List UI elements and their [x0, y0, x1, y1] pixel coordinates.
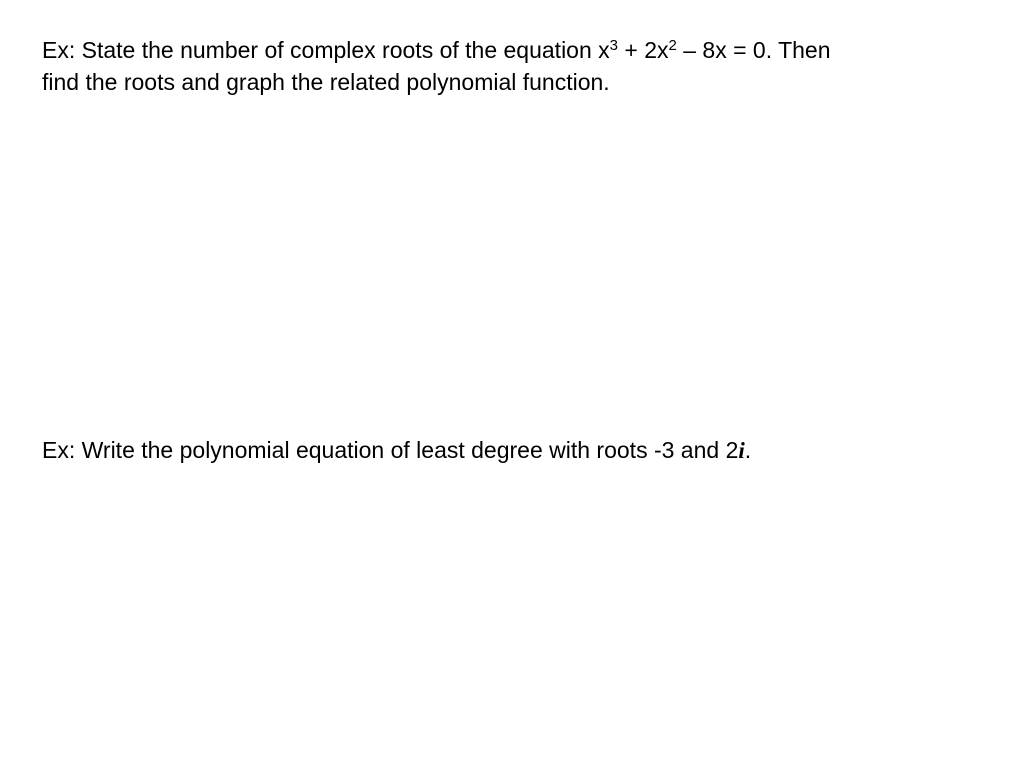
example-1-line-2: find the roots and graph the related polynomial function.: [42, 69, 610, 95]
work-area-2: [42, 472, 982, 752]
example-complex-roots: [42, 34, 982, 98]
example-1-text-end: – 8x = 0. Then: [676, 37, 831, 63]
example-2-period: .: [744, 437, 752, 463]
example-1-text-start: Ex: State the number of complex roots of the equation x: [42, 37, 610, 63]
example-1-text-middle: + 2x: [618, 37, 669, 63]
work-area-1: [42, 104, 982, 424]
imaginary-unit: i: [738, 438, 745, 463]
exponent-3: 3: [609, 37, 618, 54]
example-2-text: Ex: Write the polynomial equation of least degree with roots -3 and 2: [42, 437, 739, 463]
example-polynomial-equation: [42, 434, 982, 467]
exponent-2: 2: [668, 37, 677, 54]
